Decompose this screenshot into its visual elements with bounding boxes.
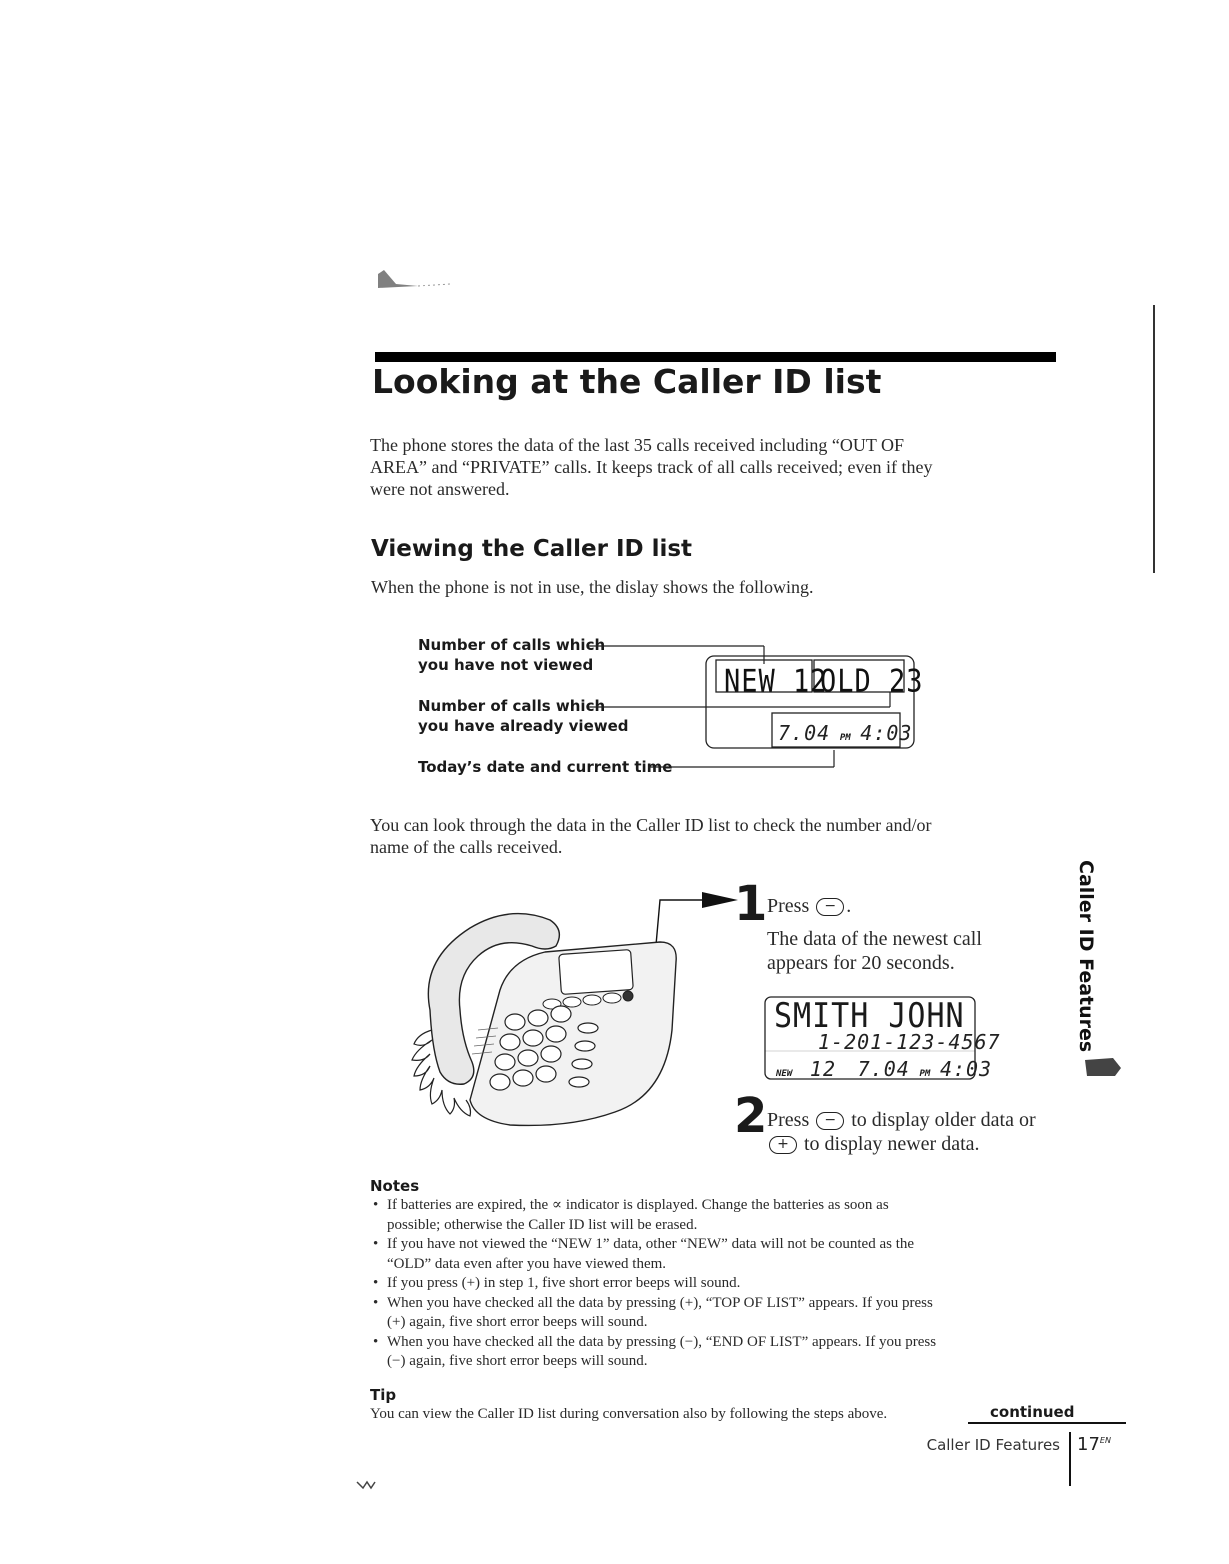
minus-button-icon: − (816, 898, 844, 916)
callout-new-calls (418, 635, 605, 675)
lcd-new-count: NEW 12 (724, 664, 828, 700)
side-tab (1069, 860, 1103, 1053)
intro-paragraph: The phone stores the data of the last 35 calls received including “OUT OF AREA” and “PRIVATE” calls. It keeps track of all calls received; even if they were not answered. (370, 435, 933, 499)
page-title: Looking at the Caller ID list (372, 362, 882, 401)
title-rule (375, 352, 1056, 362)
lcd-old-count: OLD 23 (820, 664, 924, 700)
side-tab-label: Caller ID Features (1075, 860, 1097, 1053)
lcd-time: 4:03 (939, 1057, 993, 1081)
step-2-middle-text: to display older data or (851, 1109, 1036, 1131)
callout-text: Number of calls which (418, 636, 606, 654)
page-number (1077, 1434, 1111, 1455)
lcd-date: 7.04 (857, 1057, 910, 1081)
note-item: • If you press (+) in step 1, five short error beeps will sound. (370, 1274, 940, 1294)
minus-button-icon: − (816, 1112, 844, 1130)
lcd-time: 4:03 (860, 721, 913, 745)
note-item: • When you have checked all the data by pressing (+), “TOP OF LIST” appears. If you press (+) again, five short error beeps will sound. (370, 1294, 940, 1333)
step-2-press: Press (767, 1109, 810, 1131)
section-intro: When the phone is not in use, the dislay shows the following. (371, 577, 814, 597)
section-heading: Viewing the Caller ID list (371, 536, 693, 562)
scan-mark (374, 262, 454, 294)
lcd-date: 7.04 (778, 721, 831, 745)
lcd-new-indicator: NEW (776, 1069, 793, 1079)
lcd-pm: PM (839, 733, 851, 743)
body-paragraph: You can look through the data in the Caller ID list to check the number and/or name of the calls received. (370, 815, 932, 857)
side-tab-marker (1085, 1056, 1121, 1078)
callout-text: you have already viewed (418, 717, 629, 735)
continued-label: continued (990, 1403, 1075, 1421)
display-diagram-lines (580, 640, 920, 780)
lcd-caller-name: SMITH JOHN (774, 997, 965, 1037)
footer-section-name: Caller ID Features (926, 1436, 1060, 1454)
continued-rule (968, 1422, 1126, 1424)
step-1-number: 1 (734, 876, 768, 932)
note-item: • When you have checked all the data by pressing (−), “END OF LIST” appears. If you press (−) again, five short error beeps will sound. (370, 1333, 940, 1372)
telephone-illustration (360, 880, 740, 1130)
page-edge-rule (1153, 305, 1155, 573)
page-number-suffix: EN (1099, 1436, 1111, 1445)
note-item: • If batteries are expired, the ∝ indicator is displayed. Change the batteries as soon as possible; otherwise the Caller ID list will be erased. (370, 1196, 940, 1235)
note-item: • If you have not viewed the “NEW 1” data, other “NEW” data will not be counted as the “OLD” data even after you have viewed them. (370, 1235, 940, 1274)
scan-mark (355, 1478, 379, 1492)
lcd-call-info (776, 1057, 992, 1081)
notes-heading: Notes (370, 1177, 420, 1195)
step-1-instruction: Press − . (767, 895, 852, 917)
lcd-call-index: 12 (809, 1057, 836, 1081)
footer-divider (1069, 1432, 1071, 1486)
callout-text: you have not viewed (418, 656, 594, 674)
tip-text: You can view the Caller ID list during conversation also by following the steps above. (370, 1406, 888, 1422)
callout-date-time: Today’s date and current time (418, 758, 673, 776)
notes-list (370, 1196, 940, 1372)
step-2-end-text: to display newer data. (804, 1133, 980, 1155)
tip-heading: Tip (370, 1386, 397, 1404)
lcd-date-time (778, 721, 912, 745)
step-1-description: The data of the newest call appears for 20 seconds. (767, 928, 982, 974)
step-2-number: 2 (734, 1088, 768, 1144)
plus-button-icon: + (769, 1136, 797, 1154)
lcd-caller-number: 1-201-123-4567 (818, 1030, 1001, 1054)
step-2-instruction (767, 1108, 1067, 1156)
step-1-press: Press (767, 895, 810, 917)
lcd-pm: PM (919, 1069, 931, 1079)
page-number-value: 17 (1077, 1434, 1100, 1455)
callout-text: Number of calls which (418, 697, 606, 715)
